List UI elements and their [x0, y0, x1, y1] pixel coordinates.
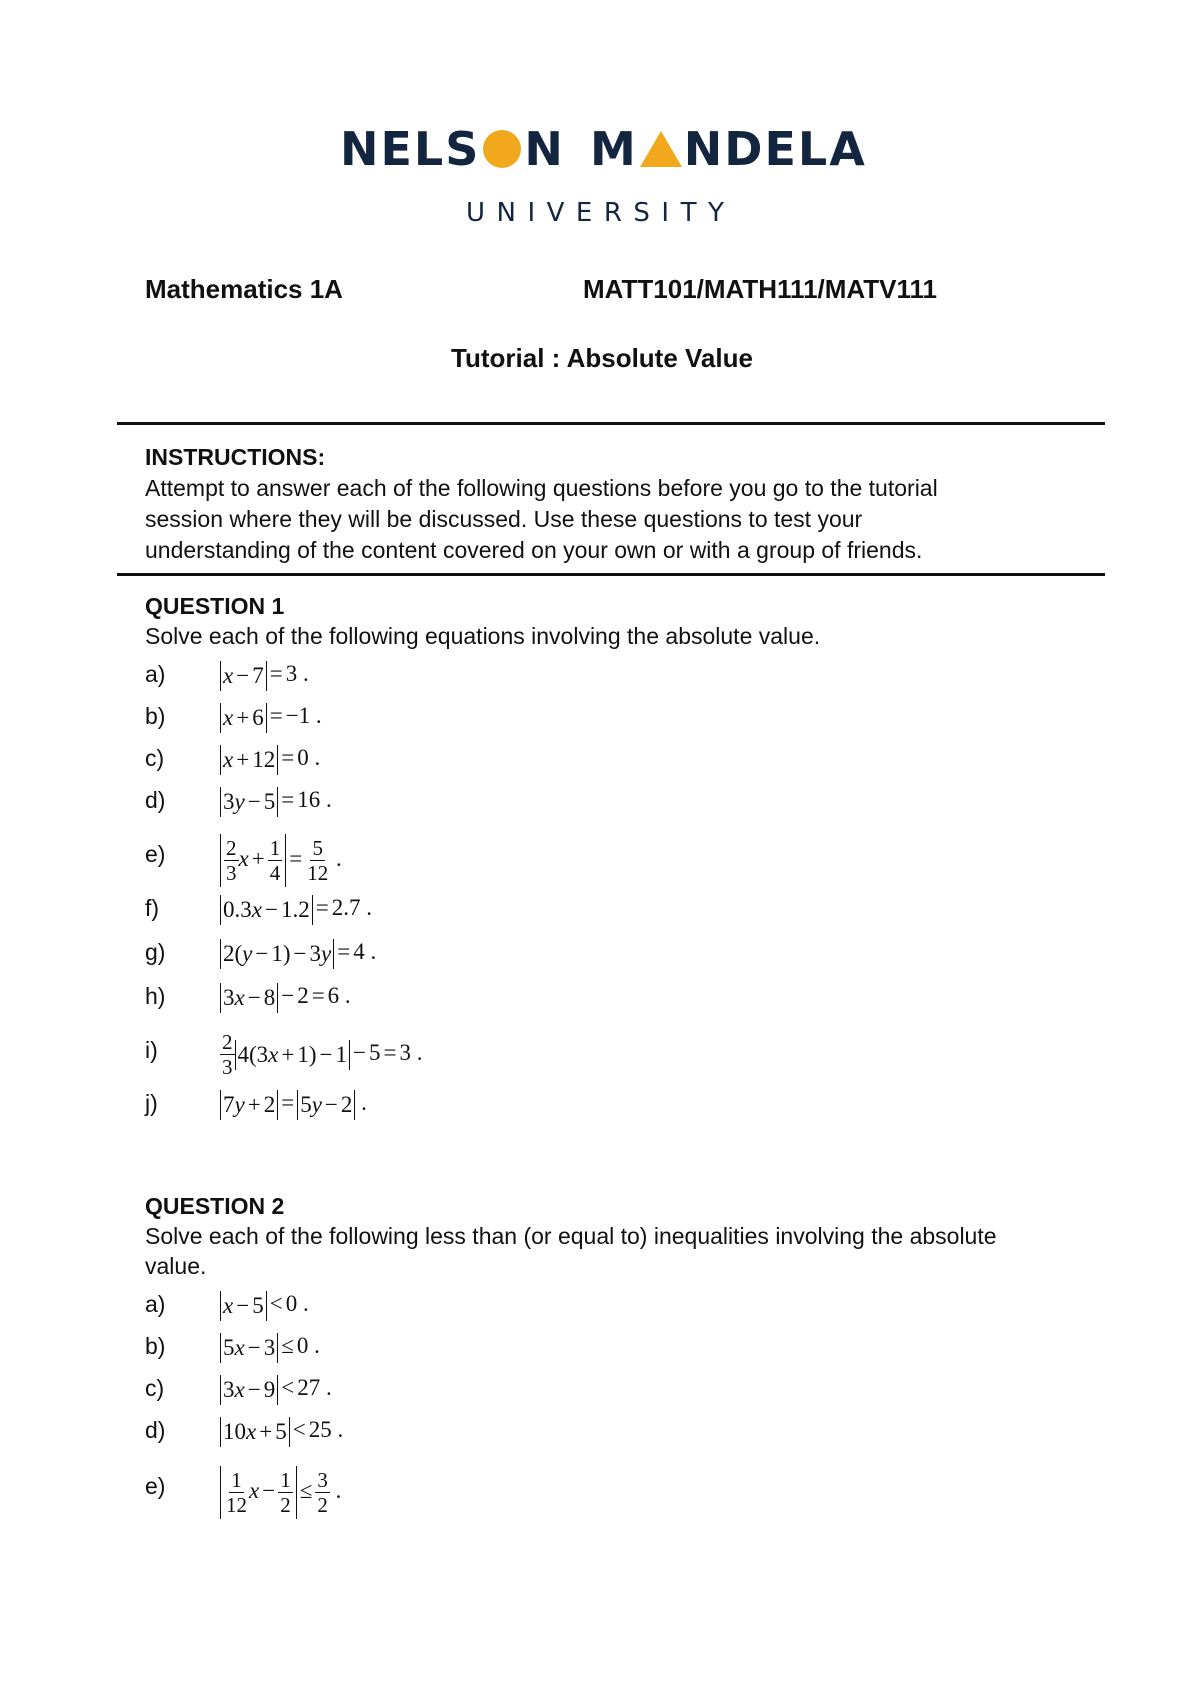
math-expression: x + 12 = 0 . — [220, 738, 320, 778]
divider-top — [117, 422, 1105, 425]
math-expression: 5x − 3 ≤ 0 . — [220, 1326, 320, 1366]
page-title: Tutorial : Absolute Value — [451, 343, 753, 373]
math-expression: $\frac{1}{12}$ x − $\frac{1}{2}$ ≤ $\frac{3}{2}$ . — [220, 1466, 341, 1519]
question-1-heading: QUESTION 1 — [145, 593, 285, 619]
math-expression: $\frac{2}{3}$ x + $\frac{1}{4}$ = $\frac{5}{12}$ . — [220, 834, 342, 887]
logo-gold-triangle-icon — [640, 131, 682, 167]
math-expression: 3x − 8 − 2 = 6 . — [220, 976, 351, 1016]
instructions-block — [145, 442, 1085, 566]
math-expression: 7y + 2 = 5y − 2 . — [220, 1083, 367, 1123]
instructions-line: session where they will be discussed. Use these questions to test your — [145, 506, 863, 532]
logo-word-nelson: NELS N — [340, 122, 565, 176]
math-expression: 3x − 9 < 27 . — [220, 1368, 332, 1408]
instructions-line: Attempt to answer each of the following questions before you go to the tutorial — [145, 475, 938, 501]
math-expression: x − 7 = 3 . — [220, 654, 309, 694]
university-logo — [340, 122, 867, 234]
question-2-prompt: Solve each of the following less than (or equal to) inequalities involving the absolute value. — [145, 1223, 997, 1279]
divider-bottom — [117, 573, 1105, 576]
math-expression: 3y − 5 = 16 . — [220, 780, 332, 820]
course-codes: MATT101/MATH111/MATV111 — [583, 274, 938, 304]
instructions-heading: INSTRUCTIONS: — [145, 444, 326, 470]
logo-subtitle: UNIVERSITY — [466, 198, 736, 228]
course-name: Mathematics 1A — [145, 274, 343, 304]
question-1-prompt: Solve each of the following equations involving the absolute value. — [145, 623, 821, 649]
math-expression: $\frac{2}{3}$ 4(3x + 1) − 1 − 5 = 3 . — [222, 1030, 423, 1079]
instructions-line: understanding of the content covered on your own or with a group of friends. — [145, 537, 923, 563]
math-expression: x + 6 = −1 . — [220, 696, 322, 736]
math-expression: 10x + 5 < 25 . — [220, 1410, 343, 1450]
math-expression: x − 5 < 0 . — [220, 1284, 309, 1324]
logo-word-mandela: M NDELA — [590, 122, 867, 176]
logo-gold-circle-icon — [483, 130, 521, 168]
math-expression: 2(y − 1) − 3y = 4 . — [220, 932, 376, 972]
math-expression: 0.3x − 1.2 = 2.7 . — [220, 888, 372, 928]
question-2-heading: QUESTION 2 — [145, 1193, 285, 1219]
